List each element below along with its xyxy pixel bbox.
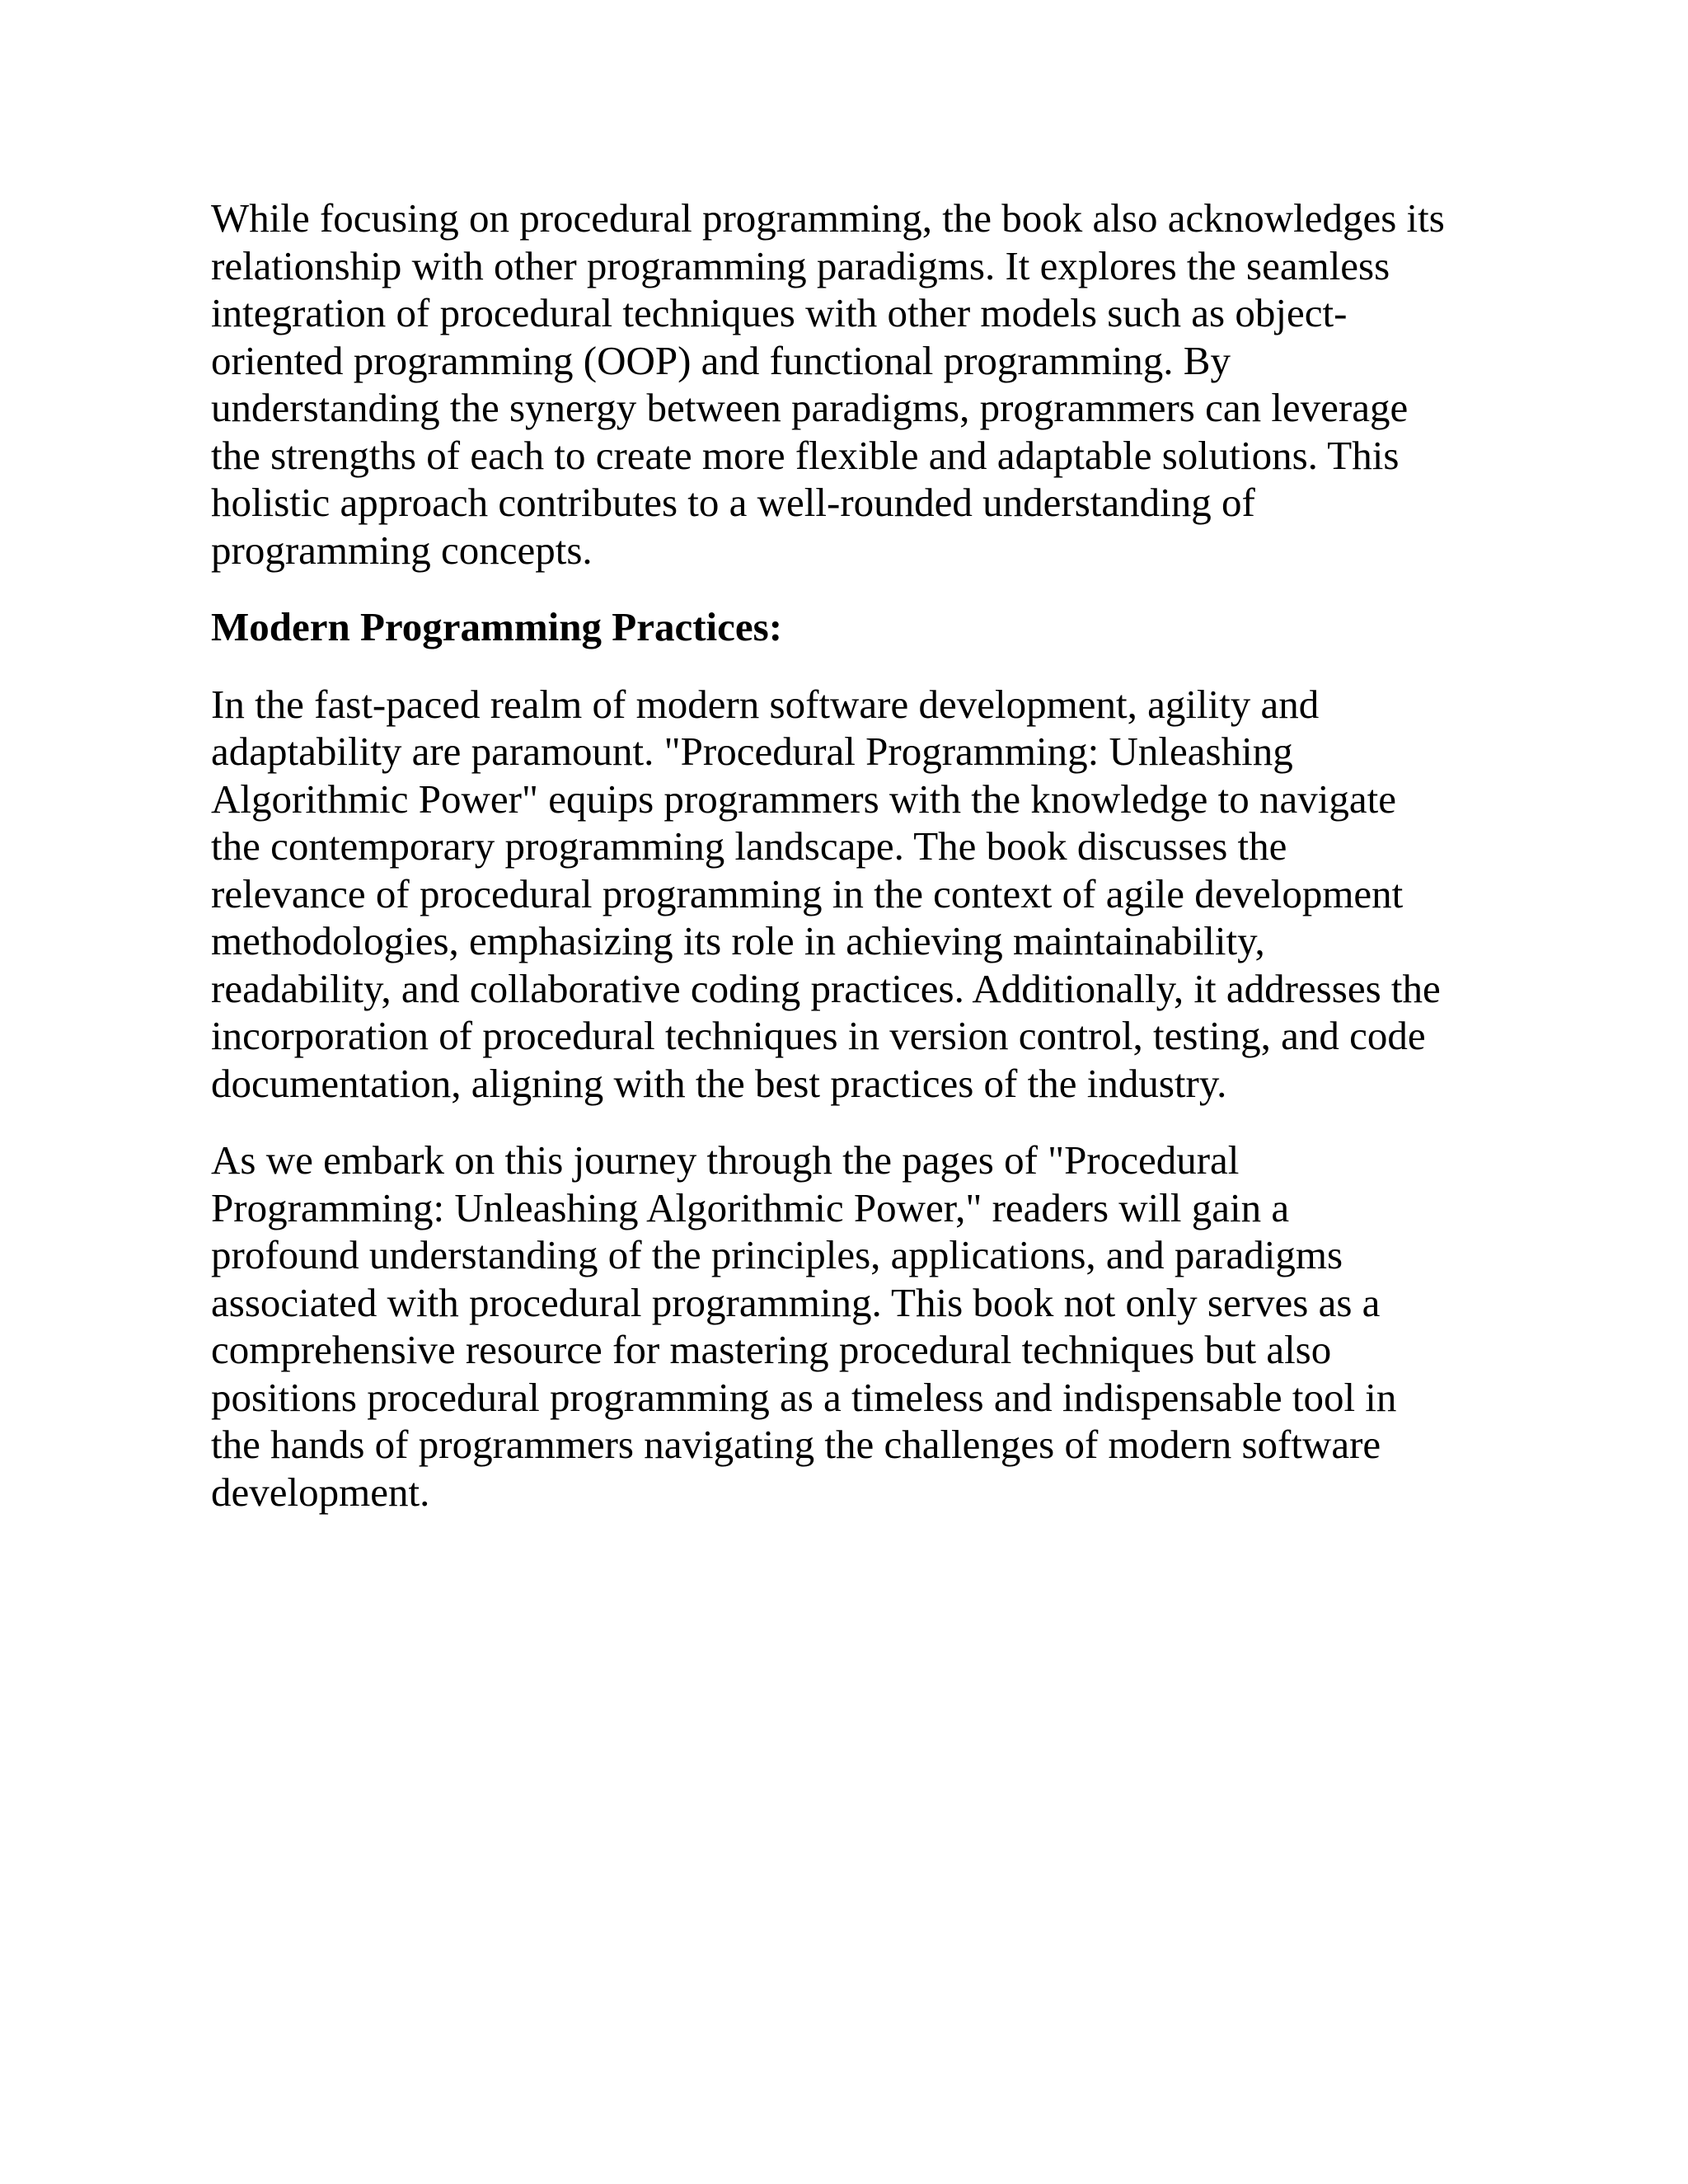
paragraph-paradigms: While focusing on procedural programming, the book also acknowledges its relationship with other programming paradigms. It explores the seamless integration of procedural techniques with other models such as object- oriented programming (OOP) and functional programming. By understanding the synergy between paradigms, programmers can leverage the strengths of each to create more flexible and adaptable solutions. This holistic approach contributes to a well-rounded understanding of programming concepts.	[211, 195, 1445, 573]
paragraph-conclusion: As we embark on this journey through the pages of "Procedural Programming: Unleashing Algorithmic Power," readers will gain a profound understanding of the principles, applications, and paradigms associated with procedural programming. This book not only serves as a comprehensive resource for mastering procedural techniques but also positions procedural programming as a timeless and indispensable tool in the hands of programmers navigating the challenges of modern software development.	[211, 1137, 1397, 1515]
paragraph-modern-practices: In the fast-paced realm of modern software development, agility and adaptability are paramount. "Procedural Programming: Unleashing Algorithmic Power" equips programmers with the knowledge to navigate the contemporary programming landscape. The book discusses the relevance of procedural programming in the context of agile development methodologies, emphasizing its role in achieving maintainability, readability, and collaborative coding practices. Additionally, it addresses the incorporation of procedural techniques in version control, testing, and code documentation, aligning with the best practices of the industry.	[211, 681, 1441, 1106]
document-body	[211, 194, 1480, 1516]
section-heading: Modern Programming Practices:	[211, 604, 783, 649]
